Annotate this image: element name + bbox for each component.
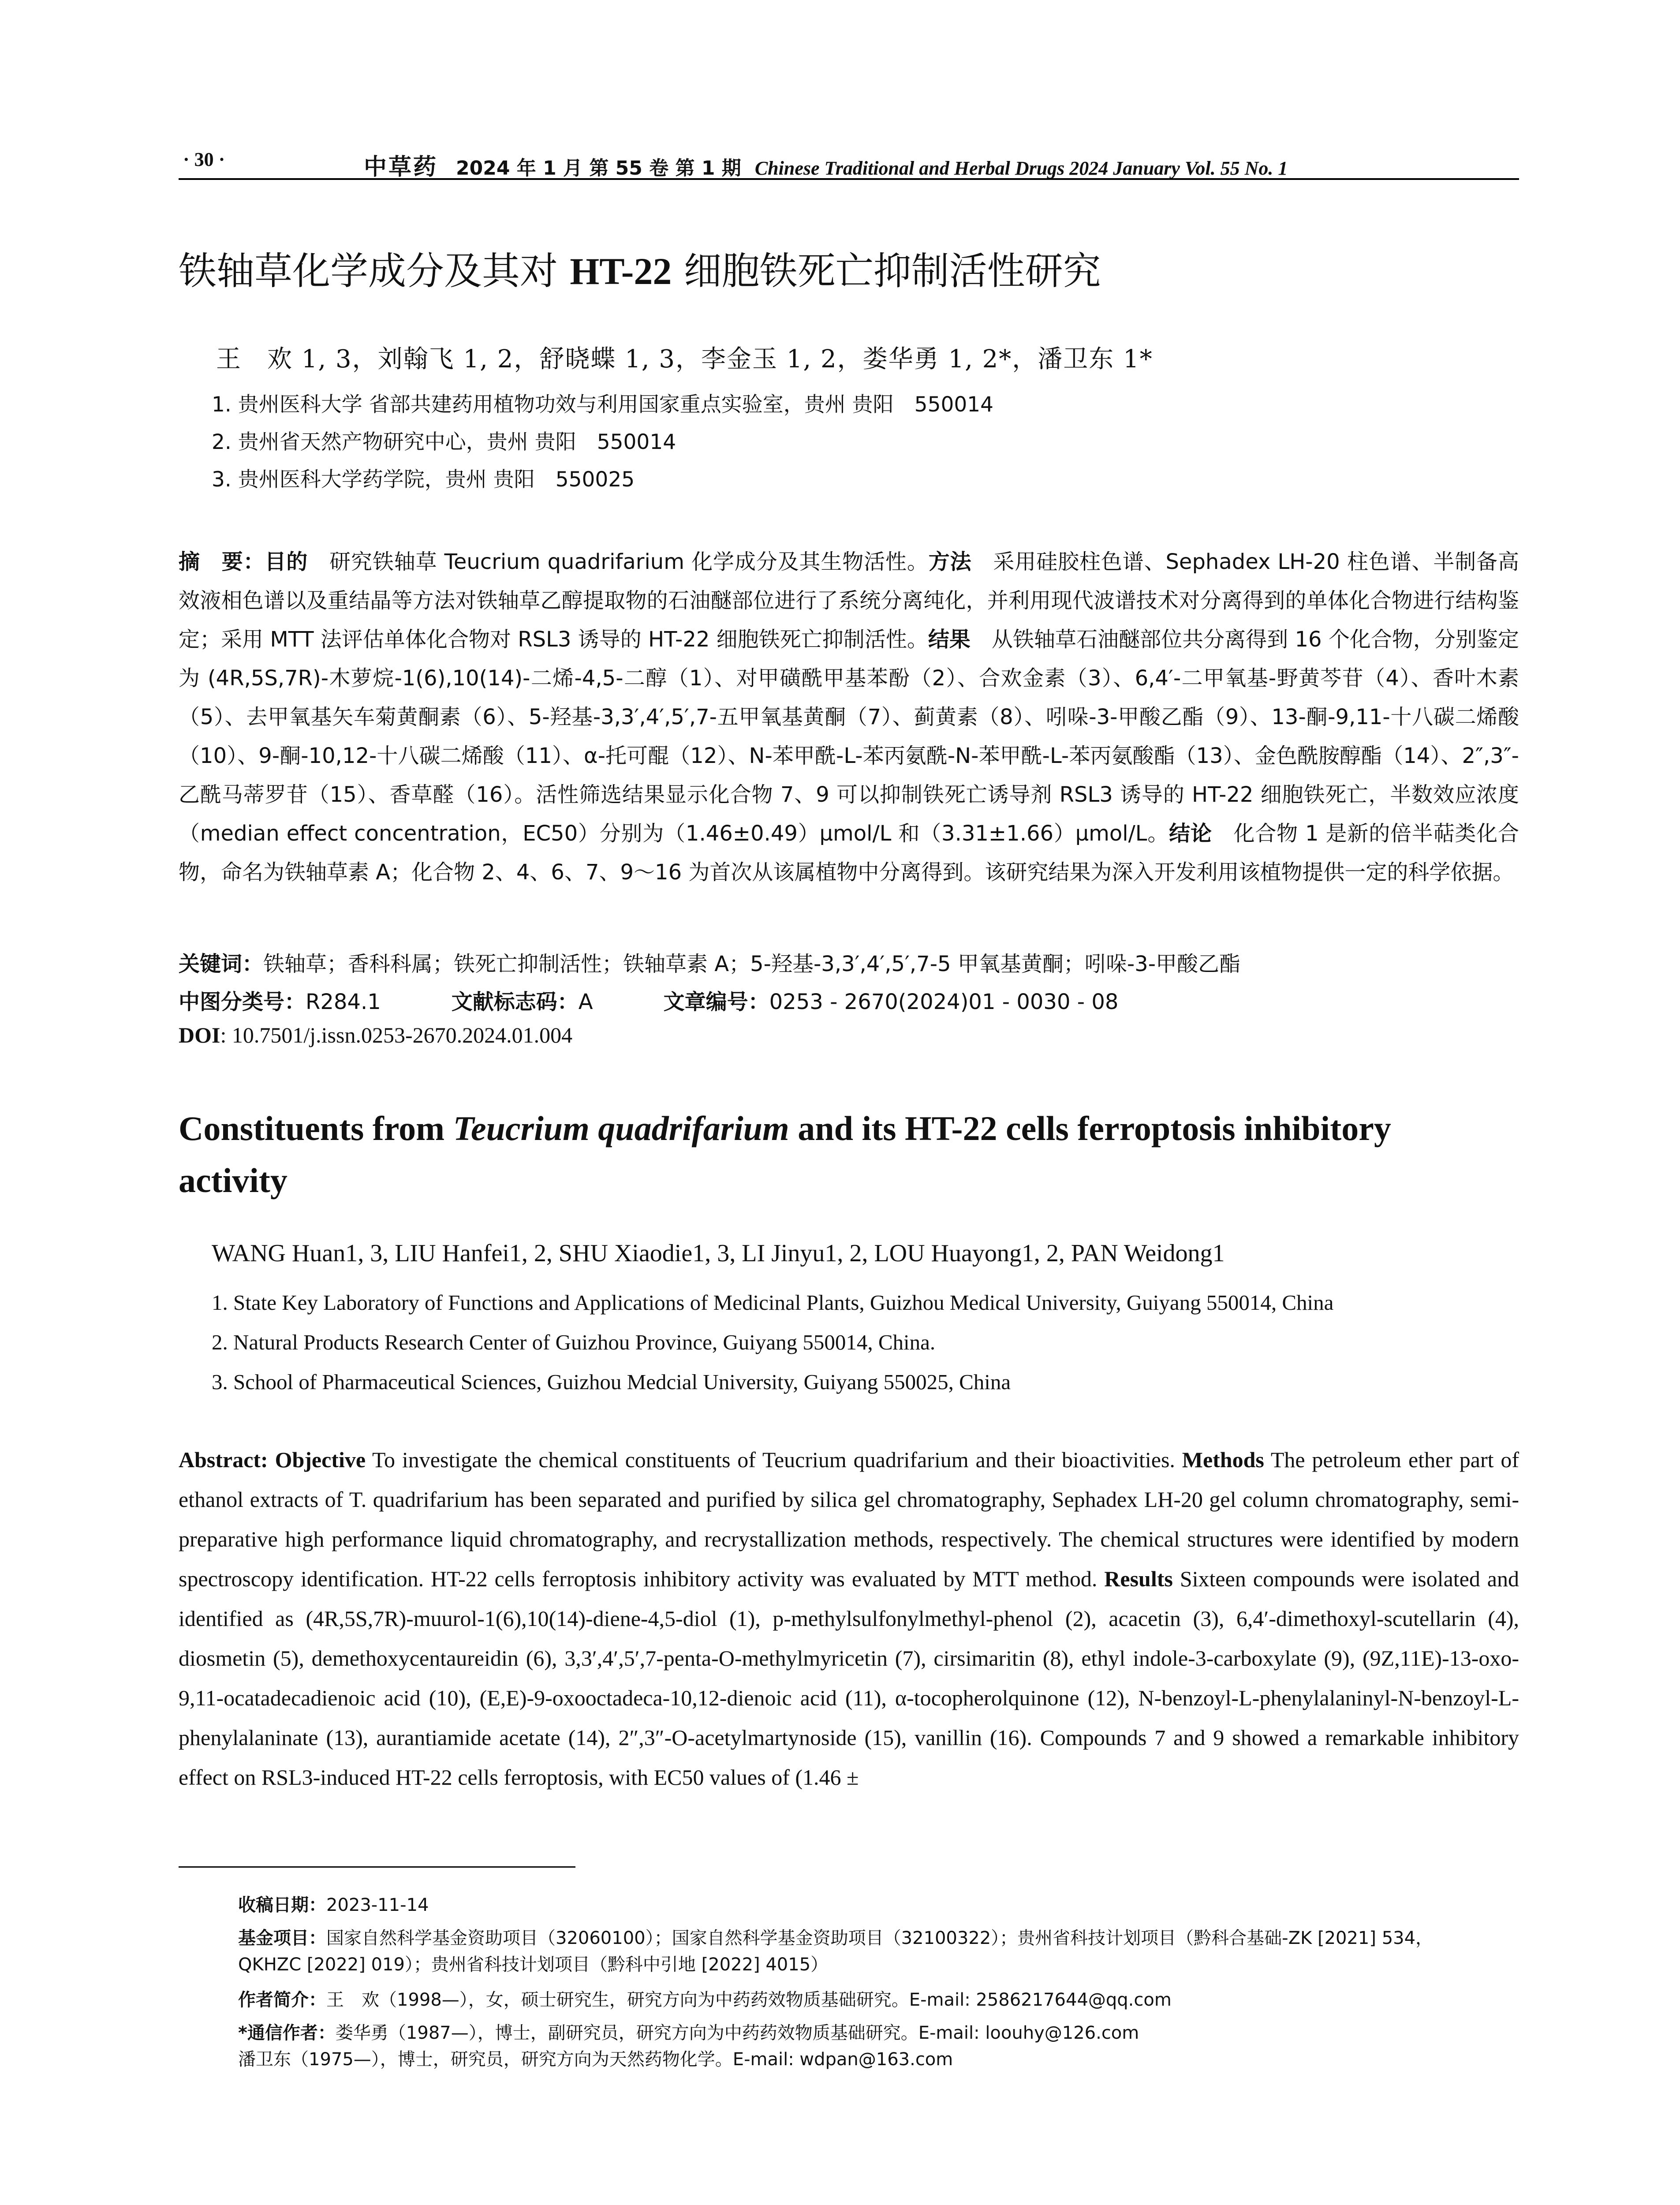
corresponding-label: *通信作者： <box>238 2023 336 2043</box>
authors-en: WANG Huan1, 3, LIU Hanfei1, 2, SHU Xiaodie1, 3, LI Jinyu1, 2, LOU Huayong1, 2, PAN Weidong1 <box>212 1240 1225 1267</box>
classification-line <box>179 985 1519 1015</box>
running-header <box>179 146 1519 180</box>
affiliation-en-2: 2. Natural Products Research Center of Guizhou Province, Guiyang 550014, China. <box>212 1330 936 1354</box>
clc-label: 中图分类号： <box>179 990 306 1014</box>
title-en-prefix: Constituents from <box>179 1109 453 1147</box>
keywords-text: 铁轴草；香科科属；铁死亡抑制活性；铁轴草素 A；5-羟基-3,3′,4′,5′,7-5 甲氧基黄酮；吲哚-3-甲酸乙酯 <box>263 952 1241 976</box>
received-label: 收稿日期： <box>238 1895 326 1915</box>
doi-value: : 10.7501/j.issn.0253-2670.2024.01.004 <box>220 1023 573 1047</box>
footnote-author <box>238 1987 1517 2013</box>
conclusion-cn: 化合物 1 是新的倍半萜类化合物，命名为铁轴草素 A；化合物 2、4、6、7、9～16 为首次从该属植物中分离得到。该研究结果为深入开发利用该植物提供一定的科学依据。 <box>179 821 1519 885</box>
header-rule <box>179 178 1519 180</box>
article-number-value: 0253 - 2670(2024)01 - 0030 - 08 <box>769 990 1119 1014</box>
affiliation-en-1: 1. State Key Laboratory of Functions and Applications of Medicinal Plants, Guizhou Medical University, Guiyang 550014, China <box>212 1290 1334 1315</box>
results-en: Sixteen compounds were isolated and identified as (4R,5S,7R)-muurol-1(6),10(14)-diene-4,5-diol (1), p-methylsulfonylmethyl-phenol (2), acacetin (3), 6,4′-dimethoxyl-scutellarin (4), diosmetin (5), demethoxycentaureidin (6), 3,3′,4′,5′,7-penta-O-methylmyricetin (7), cirsimaritin (8), ethyl indole-3-carboxylate (9), (9Z,11E)-13-oxo-9,11-ocatadecadienoic acid (10), (E,E)-9-oxooctadeca-10,12-dienoic acid (11), α-tocopherolquinone (12), N-benzoyl-L-phenylalaninyl-N-benzoyl-L-phenylalaninate (13), aurantiamide acetate (14), 2″,3″-O-acetylmartynoside (15), vanillin (16). Compounds 7 and 9 showed a remarkable inhibitory effect on RSL3-induced HT-22 cells ferroptosis, with EC50 values of (1.46 ± <box>179 1566 1519 1790</box>
fund-label: 基金项目： <box>238 1928 326 1948</box>
conclusion-label-cn: 结论 <box>1169 821 1212 846</box>
affiliation-en-3: 3. School of Pharmaceutical Sciences, Guizhou Medcial University, Guiyang 550025, China <box>212 1370 1011 1394</box>
methods-cn: 采用硅胶柱色谱、Sephadex LH-20 柱色谱、半制备高效液相色谱以及重结晶等方法对铁轴草乙醇提取物的石油醚部位进行了系统分离纯化，并利用现代波谱技术对分离得到的单体化合物进行结构鉴定；采用 MTT 法评估单体化合物对 RSL3 诱导的 HT-22 细胞铁死亡抑制活性。 <box>179 549 1519 652</box>
methods-label-en: Methods <box>1182 1447 1264 1472</box>
journal-logo: 中草药 <box>364 153 438 180</box>
article-title-cn <box>179 247 1501 295</box>
doc-code-value: A <box>578 990 593 1014</box>
footnote-corresponding <box>238 2020 1517 2073</box>
footnote-received <box>238 1892 1517 1918</box>
objective-cn: 研究铁轴草 Teucrium quadrifarium 化学成分及其生物活性。 <box>308 549 929 574</box>
abstract-en-label: Abstract: Objective <box>179 1447 366 1472</box>
author-bio-label: 作者简介： <box>238 1990 326 2010</box>
affiliation-cn-2: 2. 贵州省天然产物研究中心，贵州 贵阳 550014 <box>212 430 676 454</box>
abstract-en <box>179 1440 1519 1797</box>
abstract-cn-label: 摘 要： <box>179 549 265 574</box>
title-cn-bold: HT-22 <box>570 250 672 292</box>
title-en-suffix: and its HT-22 cells ferroptosis inhibitory activity <box>179 1109 1391 1200</box>
issue-info-en: Chinese Traditional and Herbal Drugs 2024 January Vol. 55 No. 1 <box>754 157 1288 179</box>
keywords-cn <box>179 947 1519 977</box>
results-cn: 从铁轴草石油醚部位共分离得到 16 个化合物，分别鉴定为 (4R,5S,7R)-木萝烷-1(6),10(14)-二烯-4,5-二醇（1）、对甲磺酰甲基苯酚（2）、合欢金素（3）、6,4′-二甲氧基-野黄芩苷（4）、香叶木素（5）、去甲氧基矢车菊黄酮素（6）、5-羟基-3,3′,4′,5′,7-五甲氧基黄酮（7）、蓟黄素（8）、吲哚-3-甲酸乙酯（9）、13-酮-9,11-十八碳二烯酸（10）、9-酮-10,12-十八碳二烯酸（11）、α-托可醌（12）、N-苯甲酰-L-苯丙氨酰-N-苯甲酰-L-苯丙氨酸酯（13）、金色酰胺醇酯（14）、2″,3″-乙酰马蒂罗苷（15）、香草醛（16）。活性筛选结果显示化合物 7、9 可以抑制铁死亡诱导剂 RSL3 诱导的 HT-22 细胞铁死亡，半数效应浓度（median effect concentration，EC50）分别为（1.46±0.49）μmol/L 和（3.31±1.66）μmol/L。 <box>179 627 1519 846</box>
results-label-cn: 结果 <box>928 627 971 652</box>
doi-label: DOI <box>179 1023 220 1047</box>
clc-value: R284.1 <box>306 990 381 1014</box>
methods-en: The petroleum ether part of ethanol extracts of T. quadrifarium has been separated and purified by silica gel chromatography, Sephadex LH-20 gel column chromatography, semi-preparative high performance liquid chromatography, and recrystallization methods, respectively. The chemical structures were identified by modern spectroscopy identification. HT-22 cells ferroptosis inhibitory activity was evaluated by MTT method. <box>179 1447 1519 1591</box>
title-en-italic: Teucrium quadrifarium <box>453 1109 789 1147</box>
objective-en: To investigate the chemical constituents of Teucrium quadrifarium and their bioactivities. <box>366 1447 1182 1472</box>
corresponding-text: 娄华勇（1987—），博士，副研究员，研究方向为中药药效物质基础研究。E-mail: loouhy@126.com 潘卫东（1975—），博士，研究员，研究方向为天然药物化学。E-mail: wdpan@163.com <box>238 2023 1139 2070</box>
footnote-fund <box>238 1925 1517 1978</box>
keywords-label: 关键词： <box>179 952 264 976</box>
article-title-en <box>179 1102 1501 1207</box>
title-cn-suffix: 细胞铁死亡抑制活性研究 <box>672 249 1101 293</box>
author-bio: 王 欢（1998—），女，硕士研究生，研究方向为中药药效物质基础研究。E-mail: 2586217644@qq.com <box>326 1990 1172 2010</box>
abstract-cn <box>179 542 1519 892</box>
page-number: · 30 · <box>183 149 225 170</box>
doi-line <box>179 1022 572 1048</box>
objective-label-cn: 目的 <box>265 549 308 574</box>
footnote-rule <box>179 1866 575 1868</box>
affiliation-cn-3: 3. 贵州医科大学药学院，贵州 贵阳 550025 <box>212 467 635 492</box>
doc-code-label: 文献标志码： <box>451 990 579 1014</box>
article-number-label: 文章编号： <box>663 990 769 1014</box>
results-label-en: Results <box>1104 1566 1173 1591</box>
authors-cn: 王 欢 1, 3，刘翰飞 1, 2，舒晓蝶 1, 3，李金玉 1, 2，娄华勇 1, 2*，潘卫东 1* <box>216 345 1153 374</box>
title-cn-prefix: 铁轴草化学成分及其对 <box>179 249 570 293</box>
fund-text: 国家自然科学基金资助项目（32060100）；国家自然科学基金资助项目（32100322）；贵州省科技计划项目（黔科合基础-ZK [2021] 534， QKHZC [2022] 019）；贵州省科技计划项目（黔科中引地 [2022] 4015） <box>238 1928 1434 1975</box>
received-date: 2023-11-14 <box>326 1895 429 1915</box>
affiliation-cn-1: 1. 贵州医科大学 省部共建药用植物功效与利用国家重点实验室，贵州 贵阳 550014 <box>212 392 994 417</box>
issue-info-cn: 2024 年 1 月 第 55 卷 第 1 期 <box>456 157 741 179</box>
methods-label-cn: 方法 <box>928 549 972 574</box>
